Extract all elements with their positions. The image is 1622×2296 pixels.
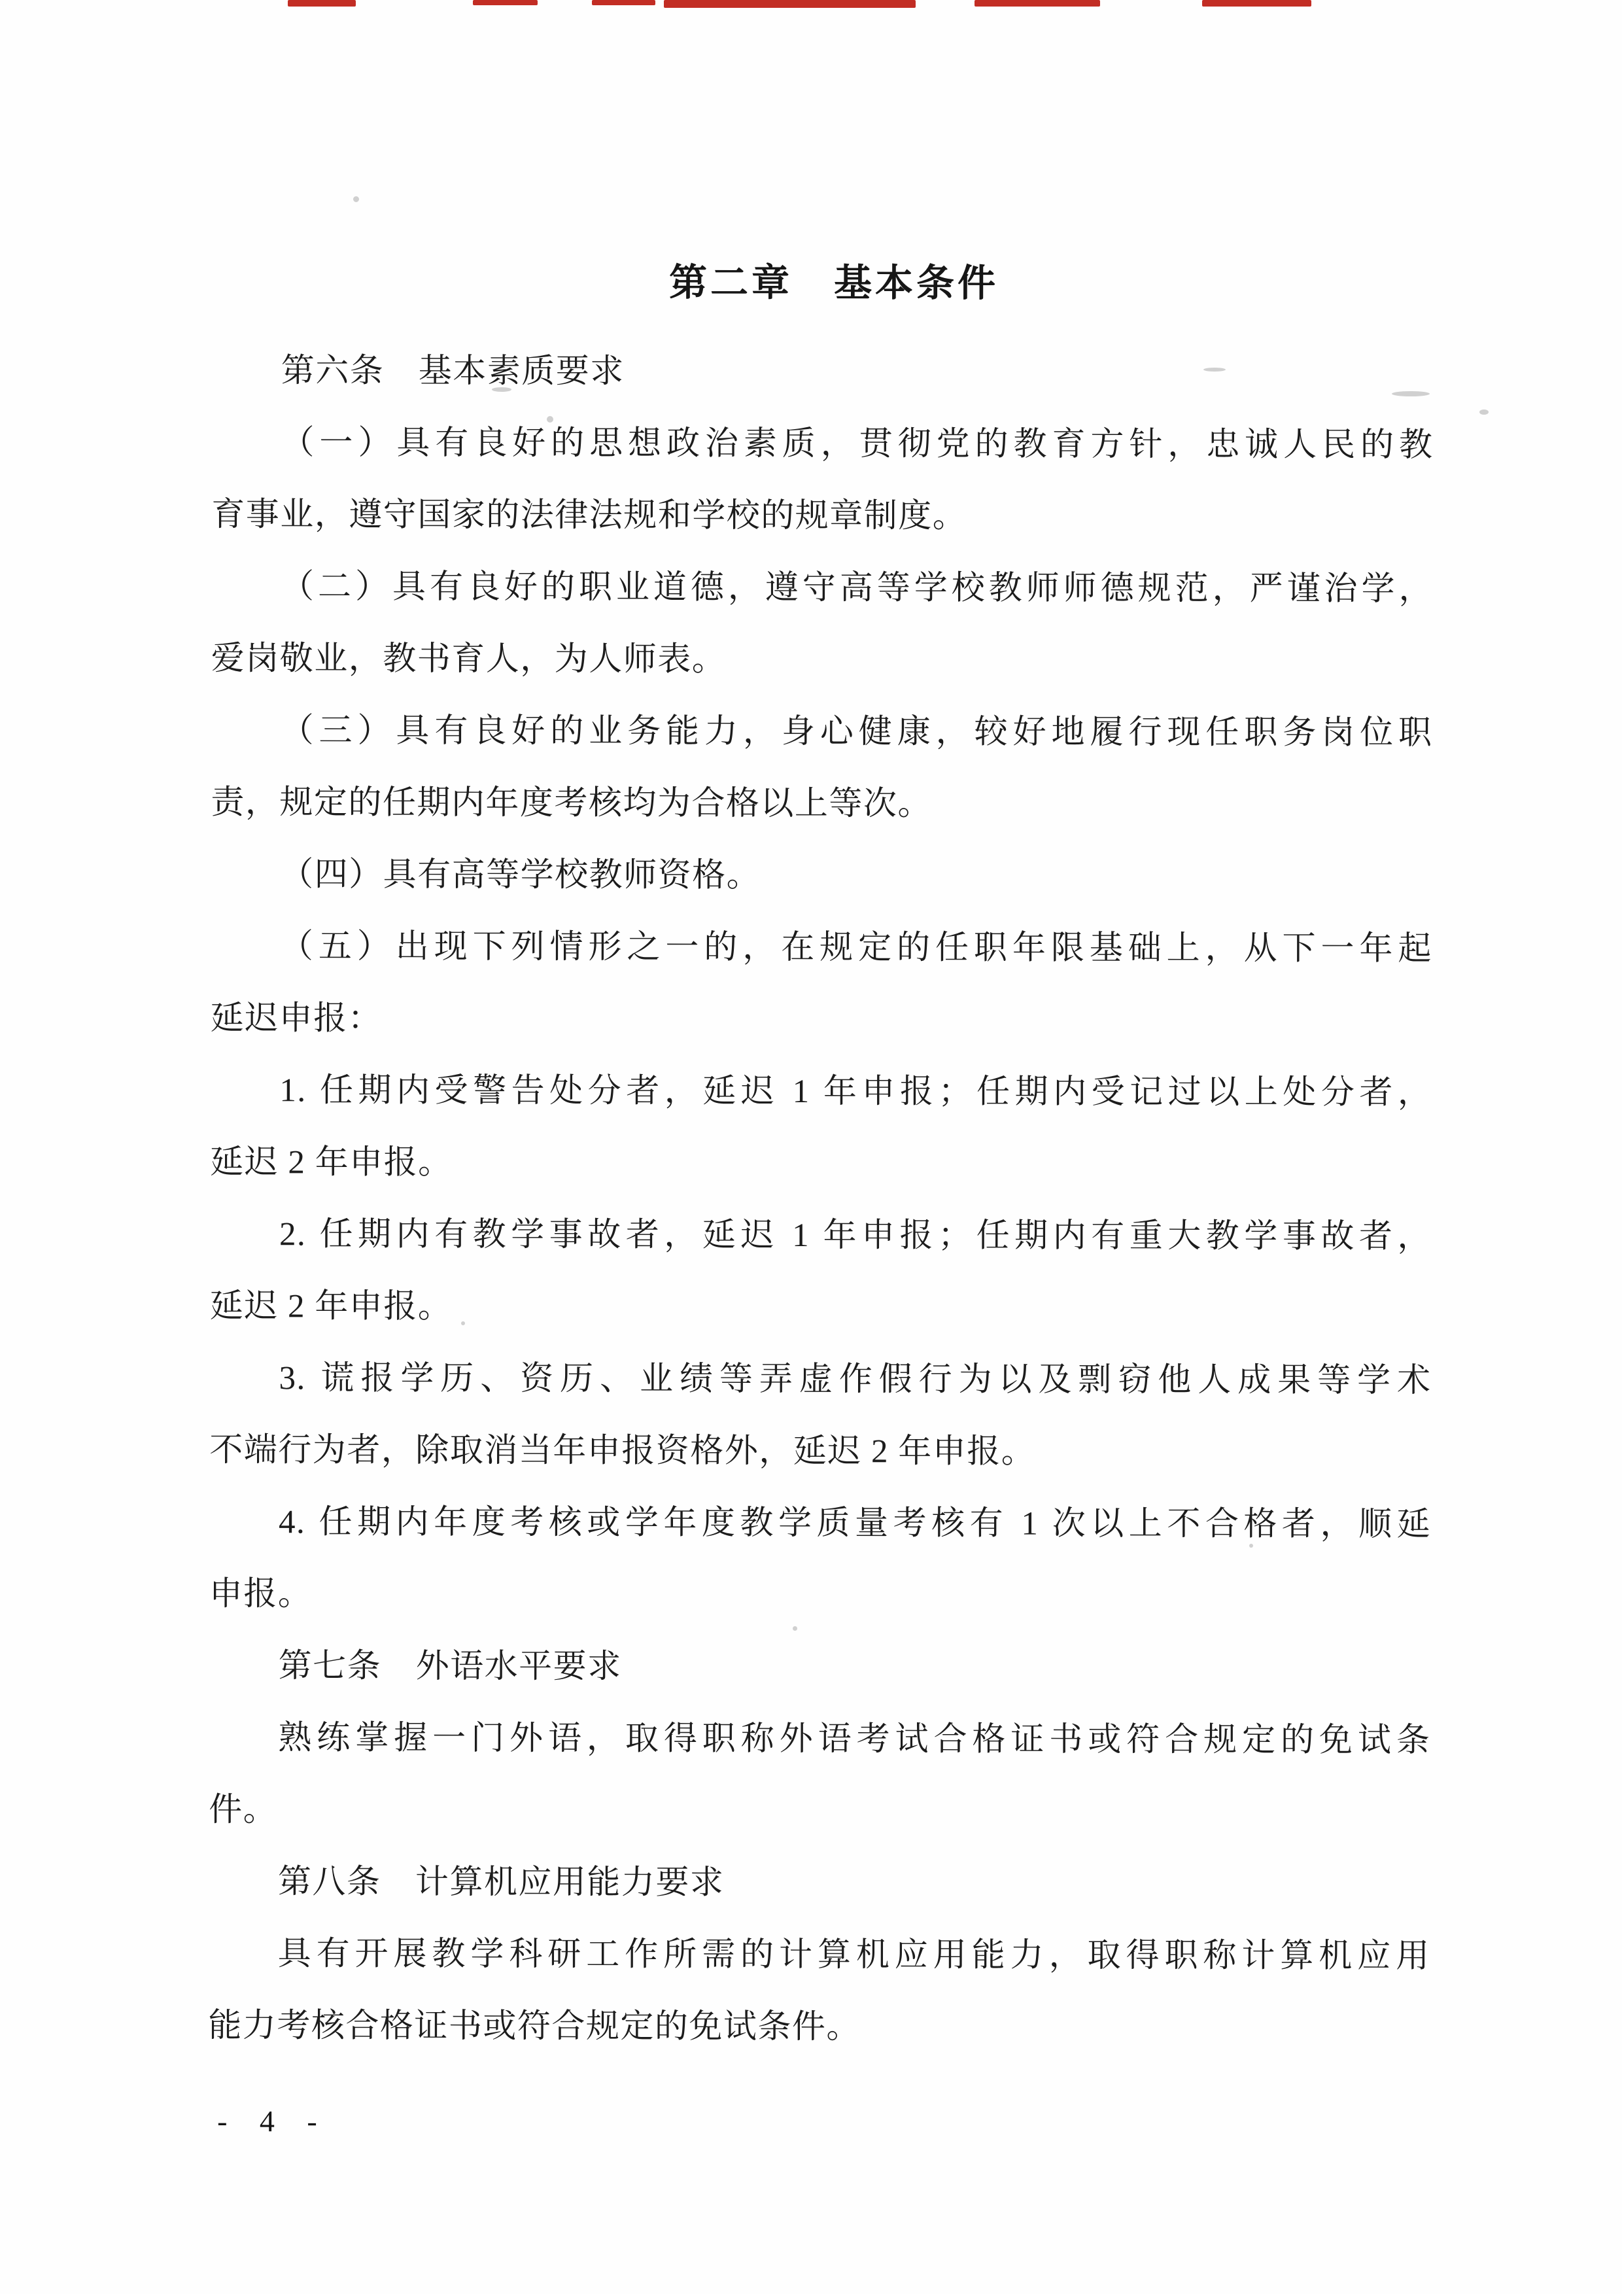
doc-line: （三）具有良好的业务能力，身心健康，较好地履行现任职务岗位职: [280, 712, 1433, 752]
doc-line: 延迟 2 年申报。: [209, 1288, 453, 1325]
doc-line: 育事业，遵守国家的法律法规和学校的规章制度。: [211, 496, 967, 535]
doc-line: 爱岗敬业，教书育人，为人师表。: [211, 640, 727, 678]
doc-line-article-8-heading: 第八条 计算机应用能力要求: [277, 1864, 725, 1902]
doc-line: 延迟申报：: [210, 1000, 383, 1037]
doc-line: 不端行为者，除取消当年申报资格外，延迟 2 年申报。: [209, 1432, 1036, 1470]
doc-line-item-3: 3. 谎报学历、资历、业绩等弄虚作假行为以及剽窃他人成果等学术: [279, 1360, 1432, 1399]
doc-line: （一）具有良好的思想政治素质，贯彻党的教育方针，忠诚人民的教: [281, 425, 1434, 464]
doc-line: （四）具有高等学校教师资格。: [280, 856, 761, 894]
doc-line: 申报。: [209, 1576, 313, 1613]
doc-line-article-6-heading: 第六条 基本素质要求: [281, 353, 625, 391]
doc-line: 件。: [209, 1792, 278, 1829]
doc-line: 熟练掌握一门外语，取得职称外语考试合格证书或符合规定的免试条: [278, 1720, 1431, 1759]
chapter-title: 第二章 基本条件: [668, 261, 999, 305]
page-number: - 4 -: [217, 2104, 321, 2138]
doc-line-item-1: 1. 任期内受警告处分者，延迟 1 年申报；任期内受记过以上处分者，: [279, 1072, 1432, 1111]
doc-line: 具有开展教学科研工作所需的计算机应用能力，取得职称计算机应用: [277, 1936, 1430, 1975]
doc-line-article-7-heading: 第七条 外语水平要求: [278, 1648, 622, 1686]
document-body: [208, 335, 1434, 2064]
doc-line-item-4: 4. 任期内年度考核或学年度教学质量考核有 1 次以上不合格者，顺延: [279, 1504, 1432, 1543]
doc-line: 延迟 2 年申报。: [210, 1144, 453, 1181]
doc-line: 责，规定的任期内年度考核均为合格以上等次。: [211, 784, 932, 823]
doc-line-item-2: 2. 任期内有教学事故者，延迟 1 年申报；任期内有重大教学事故者，: [279, 1216, 1432, 1255]
doc-line: （五）出现下列情形之一的，在规定的任职年限基础上，从下一年起: [279, 928, 1432, 967]
doc-line: 能力考核合格证书或符合规定的免试条件。: [208, 2008, 861, 2046]
doc-line: （二）具有良好的职业道德，遵守高等学校教师师德规范，严谨治学，: [280, 568, 1434, 608]
